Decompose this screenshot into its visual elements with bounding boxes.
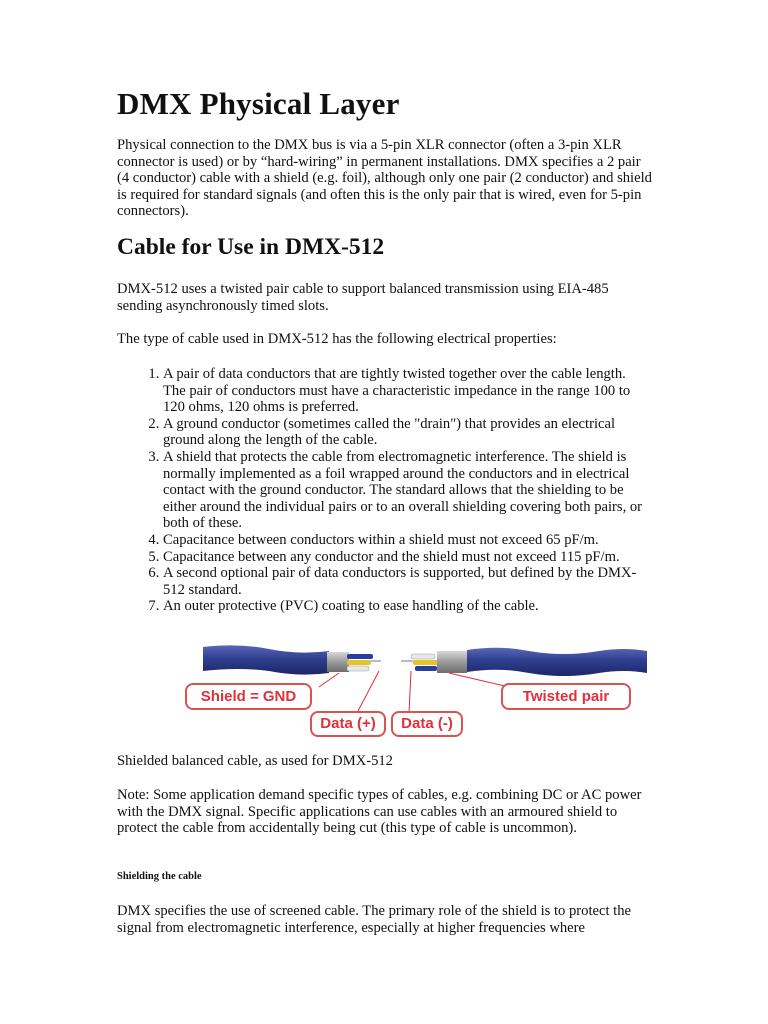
twisted-pair-label: Twisted pair (501, 683, 631, 710)
list-item: 6. A second optional pair of data conductors is supported, but defined by the DMX-512 standard. (163, 565, 651, 598)
left-wire-white (347, 666, 369, 671)
right-shield (437, 651, 467, 673)
list-item: 3. A shield that protects the cable from electromagnetic interference. The shield is normally implemented as a foil wrapped around the conductors and in electrical contact with the ground conductor. The standard allows that the shielding to be either around the individual pairs or to an overall shielding covering both pairs, or both of these. (163, 449, 651, 532)
cable-diagram (179, 637, 649, 741)
intro-paragraph: Physical connection to the DMX bus is via a 5-pin XLR connector (often a 3-pin XLR connector is used) or by “hard-wiring” in permanent installations. DMX specifies a 2 pair (4 conductor) cable with a shield (e.g. foil), although only one pair (2 conductor) and shield is required for standard signals (and often this is the only pair that is wired, even for 5-pin connectors). (117, 137, 652, 220)
left-cable-jacket (203, 645, 329, 674)
left-wire-blue (347, 654, 373, 659)
right-cable-jacket (467, 648, 647, 676)
cable-paragraph-2: The type of cable used in DMX-512 has the following electrical properties: (117, 331, 557, 347)
page-title: DMX Physical Layer (117, 86, 400, 121)
list-item: 2. A ground conductor (sometimes called the "drain") that provides an electrical ground along the length of the cable. (163, 416, 651, 449)
left-wire-yellow (347, 660, 371, 665)
pointer-data-plus (357, 671, 379, 713)
list-item: 1. A pair of data conductors that are tightly twisted together over the cable length. The pair of conductors must have a characteristic impedance in the range 100 to 120 ohms, 120 ohms is preferred. (163, 366, 651, 416)
list-item: 4. Capacitance between conductors within a shield must not exceed 65 pF/m. (163, 532, 651, 549)
pointer-data-minus (409, 671, 411, 713)
pointer-twisted (449, 673, 509, 687)
shielding-paragraph: DMX specifies the use of screened cable. The primary role of the shield is to protect the signal from electromagnetic interference, especially at higher frequencies where (117, 903, 631, 936)
properties-list (117, 366, 651, 615)
list-item: 7. An outer protective (PVC) coating to ease handling of the cable. (163, 598, 651, 615)
right-wire-yellow (413, 660, 439, 665)
subheading: Shielding the cable (117, 871, 202, 882)
section-heading: Cable for Use in DMX-512 (117, 234, 385, 260)
right-wire-blue (415, 666, 437, 671)
left-shield (327, 652, 349, 672)
data-minus-label: Data (-) (391, 711, 463, 737)
note-paragraph: Note: Some application demand specific types of cables, e.g. combining DC or AC power with the DMX signal. Specific applications can use cables with an armoured shield to protect the cable from accidentally being cut (this type of cable is uncommon). (117, 787, 642, 837)
cable-paragraph-1: DMX-512 uses a twisted pair cable to support balanced transmission using EIA-485 sending asynchronously timed slots. (117, 281, 609, 314)
shield-gnd-label: Shield = GND (185, 683, 312, 710)
figure-caption: Shielded balanced cable, as used for DMX-512 (117, 753, 393, 769)
right-wire-white (411, 654, 435, 659)
pointer-shield (319, 673, 339, 687)
data-plus-label: Data (+) (310, 711, 386, 737)
list-item: 5. Capacitance between any conductor and the shield must not exceed 115 pF/m. (163, 549, 651, 566)
